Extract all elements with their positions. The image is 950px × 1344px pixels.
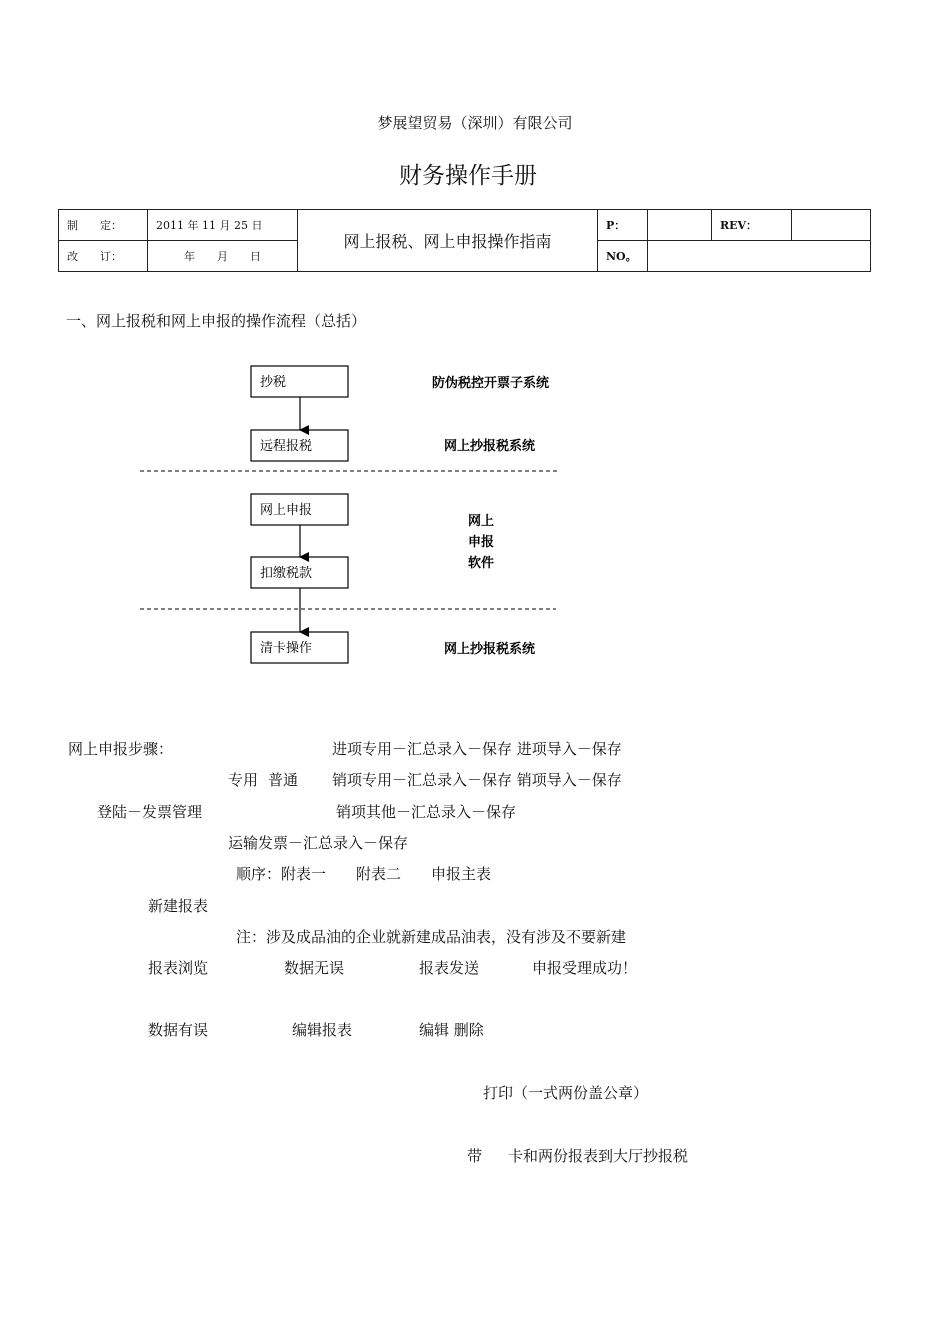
box-remote-report-label: 远程报税	[260, 439, 313, 454]
no-value	[648, 241, 871, 272]
step-note: 注：涉及成品油的企业就新建成品油表，没有涉及不要新建	[236, 928, 627, 946]
system-label-declare-1: 网上	[468, 514, 495, 529]
made-date: 2011 年 11 月 25 日	[148, 210, 298, 241]
step-bring: 带	[467, 1147, 483, 1165]
step-send: 报表发送	[419, 959, 480, 977]
steps-heading: 网上申报步骤：	[68, 740, 174, 758]
system-label-declare-2: 申报	[468, 535, 495, 550]
page-value	[648, 210, 712, 241]
step-to-hall: 卡和两份报表到大厅抄报税	[508, 1147, 689, 1165]
document-title: 财务操作手册	[399, 163, 537, 189]
step-browse: 报表浏览	[148, 959, 209, 977]
box-tax-deduct-label: 扣缴税款	[260, 566, 313, 581]
box-clear-card-label: 清卡操作	[260, 641, 313, 656]
box-copy-tax-label: 抄税	[260, 375, 287, 390]
revised-date: 年 月 日	[148, 241, 298, 272]
step-edit-delete: 编辑 删除	[419, 1021, 484, 1039]
step-special: 专用	[228, 771, 259, 789]
system-label-clear: 网上抄报税系统	[444, 642, 536, 657]
section-heading: 一、网上报税和网上申报的操作流程（总括）	[66, 312, 367, 330]
step-edit-report: 编辑报表	[292, 1021, 353, 1039]
step-order: 顺序：附表一 附表二 申报主表	[236, 865, 492, 883]
process-flowchart	[130, 355, 570, 675]
step-normal: 普通	[268, 771, 299, 789]
step-login: 登陆－发票管理	[97, 803, 203, 821]
step-success: 申报受理成功！	[532, 959, 638, 977]
system-label-remote: 网上抄报税系统	[444, 439, 536, 454]
no-label: NO。	[598, 241, 648, 272]
guide-title: 网上报税、网上申报操作指南	[298, 210, 598, 272]
step-out-other: 销项其他－汇总录入－保存	[336, 803, 517, 821]
page-label: P：	[598, 210, 648, 241]
system-label-declare-3: 软件	[468, 556, 495, 571]
document-meta-table	[58, 209, 871, 272]
step-data-error: 数据有误	[148, 1021, 209, 1039]
step-data-ok: 数据无误	[284, 959, 345, 977]
step-print: 打印（一式两份盖公章）	[483, 1084, 649, 1102]
step-out-special: 销项专用－汇总录入－保存 销项导入－保存	[332, 771, 622, 789]
rev-value	[792, 210, 871, 241]
box-online-declare-label: 网上申报	[260, 503, 313, 518]
system-label-tax-control: 防伪税控开票子系统	[432, 376, 550, 391]
made-label: 制 定：	[59, 210, 148, 241]
step-in-special: 进项专用－汇总录入－保存 进项导入－保存	[332, 740, 622, 758]
company-name: 梦展望贸易（深圳）有限公司	[377, 114, 573, 132]
rev-label: REV：	[712, 210, 792, 241]
step-transport: 运输发票－汇总录入－保存	[228, 834, 409, 852]
step-new-report: 新建报表	[148, 897, 209, 915]
revised-label: 改 订：	[59, 241, 148, 272]
